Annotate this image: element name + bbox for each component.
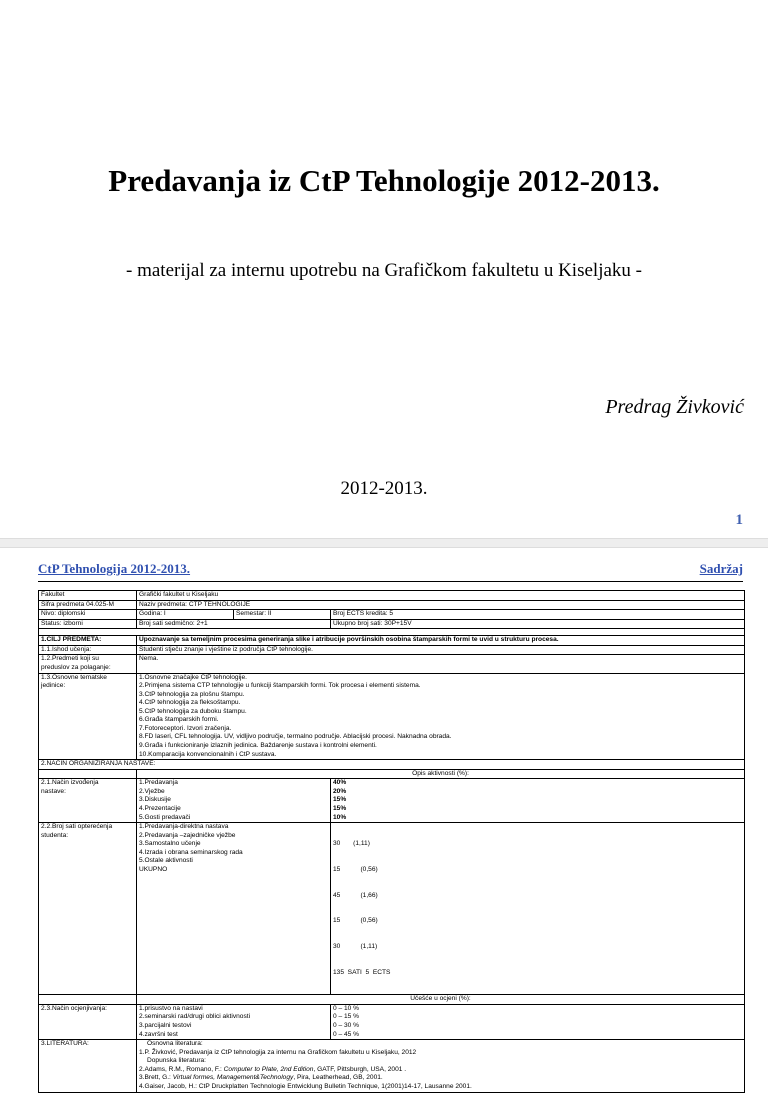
list-item: 4.Gaiser, Jacob, H.: CtP Druckplatten Technologie Entwicklung Bulletin Technique, 1(2001)14-17, Lausanne 2001. [139,1082,472,1090]
course-code: Šifra predmeta 04.025-M [39,600,137,610]
grading-items [137,1004,331,1039]
list-item: 15 (0,56) [333,865,378,873]
list-item: 15% [333,796,347,804]
weekly-hours: Broj sati sedmično: 2+1 [137,619,331,629]
table-row [39,779,745,823]
table-row [39,823,745,995]
course-syllabus-table [38,590,745,1093]
table-row [39,1040,745,1092]
list-item: UKUPNO [139,865,168,873]
table-row [39,1004,745,1039]
literature-list [137,1040,745,1092]
list-item: 40% [333,779,347,787]
total-hours: Ukupno broj sati: 30P+15V [331,619,745,629]
list-item: 5.Gosti predavači [139,813,191,821]
workload-label-line1: 2.2.Broj sati opterećenja [41,823,113,831]
table-row [39,619,745,629]
faculty-label: Fakultet [39,591,137,601]
author-name: Predrag Živković [605,396,744,418]
activity-description-header: Opis aktivnosti (%): [137,769,745,779]
organization-section-label: 2.NAČIN ORGANIZIRANJA NASTAVE: [39,760,745,770]
ects-credits: Broj ECTS kredita: 5 [331,610,745,620]
workload-hours [331,823,745,995]
workload-activities [137,823,331,995]
faculty-value: Grafički fakultet u Kiseljaku [137,591,745,601]
list-item: 5.Ostale aktivnosti [139,857,193,865]
course-status: Status: izborni [39,619,137,629]
header-rule [38,581,743,582]
list-item: 6.Građa štamparskih formi. [139,716,219,724]
list-item: 20% [333,787,347,795]
list-item: 4.završni test [139,1030,178,1038]
table-row [39,591,745,601]
outcome-value: Studenti stječu znanje i vještine iz područja CtP tehnologije. [137,645,745,655]
list-item: 30 (1,11) [333,840,370,848]
list-item: 1.Osnovne značajke CtP tehnologije. [139,673,248,681]
list-item: 30 (1,11) [333,942,378,950]
list-item: 135 SATI 5 ECTS [333,968,391,976]
grading-percentages [331,1004,745,1039]
list-item: 3.Samostalno učenje [139,840,201,848]
grading-label: 2.3.Način ocjenjivanja: [39,1004,137,1039]
list-item: 2.Predavanja –zajedničke vježbe [139,831,236,839]
prerequisites-label [39,655,137,673]
page-number: 1 [735,512,743,528]
table-row [39,673,745,760]
list-item: 3.parcijalni testovi [139,1022,192,1029]
prerequisites-label-line1: 1.2.Predmeti koji su [41,655,99,663]
list-item: 4.Prezentacije [139,804,181,812]
list-item: 1.P. Živković, Predavanja iz CtP tehnologija za internu na Grafičkom fakultetu u Kiseljaku, 2012 [139,1048,417,1056]
delivery-label-line1: 2.1.Način izvođenja [41,779,99,787]
list-item: 0 – 15 % [333,1013,360,1021]
delivery-label [39,779,137,823]
list-item: 4.CtP tehnologija za fleksoštampu. [139,699,241,707]
supplementary-literature-heading: Dopunska literatura: [147,1057,207,1065]
page-title: Predavanja iz CtP Tehnologije 2012-2013. [108,163,660,198]
grade-share-header: Učešće u ocjeni (%): [137,995,745,1005]
goal-label: 1.CILJ PREDMETA: [39,636,137,646]
table-row [39,769,745,779]
page-subtitle: - materijal za internu upotrebu na Grafičkom fakultetu u Kiseljaku - [126,260,642,281]
running-header-link[interactable]: CtP Tehnologija 2012-2013. [38,561,191,576]
goal-value: Upoznavanje sa temeljnim procesima generiranja slike i atribucije površinskih osobina štamparskih formi te uvid u strukturu procesa. [137,636,745,646]
list-item: 1.Predavanja [139,779,178,787]
table-row [39,655,745,673]
course-name: Naziv predmeta: CTP TEHNOLOGIJE [137,600,745,610]
table-row [39,636,745,646]
delivery-activities [137,779,331,823]
table-row [39,610,745,620]
topics-label [39,673,137,760]
table-row [39,995,745,1005]
study-level: Nivo: diplomski [39,610,137,620]
list-item: 45 (1,66) [333,891,378,899]
table-row [39,600,745,610]
topics-label-line1: 1.3.Osnovne tematske [41,673,107,681]
study-year: Godina: I [137,610,234,620]
list-item: 10.Komparacija konvencionalnih i CtP sustava. [139,750,277,758]
list-item: 10% [333,813,347,821]
workload-label [39,823,137,995]
contents-link[interactable]: Sadržaj [699,561,743,576]
semester: Semestar: II [234,610,331,620]
topics-label-line2: jedinice: [41,682,66,690]
list-item: 1.prisustvo na nastavi [139,1004,203,1012]
topics-list [137,673,745,760]
workload-label-line2: studenta: [41,831,69,839]
list-item: 0 – 10 % [333,1004,360,1012]
list-item: 2.Vježbe [139,787,165,795]
delivery-label-line2: nastave: [41,787,66,795]
cover-year: 2012-2013. [340,478,428,499]
list-item: 2.Adams, R.M., Romano, F.: Computer to Plate, 2nd Edition, GATF, Pittsburgh, USA, 2001 . [139,1065,407,1073]
list-item: 3.Diskusije [139,796,171,804]
prerequisites-label-line2: preduslov za polaganje: [41,663,111,671]
table-spacer-row [39,629,745,636]
list-item: 8.FD laseri, CFL tehnologija. UV, vidljivo područje, termalno područje. Ablacijski procesi. Naknadna obrada. [139,733,452,741]
list-item: 2.seminarski rad/drugi oblici aktivnosti [139,1013,251,1021]
list-item: 2.Primjena sistema CTP tehnologije u funkciji štamparskih formi. Tok procesa i elementi sistema. [139,682,421,690]
list-item: 3.CtP tehnologija za plošnu štampu. [139,690,245,698]
list-item: 1.Predavanja-direktna nastava [139,823,229,831]
table-row [39,645,745,655]
prerequisites-value: Nema. [137,655,745,673]
list-item: 7.Fotoreceptori. Izvori zračenja. [139,724,232,732]
page-divider [0,538,768,548]
list-item: 0 – 45 % [333,1030,360,1038]
primary-literature-heading: Osnovna literatura: [147,1040,203,1048]
literature-label: 3.LITERATURA: [39,1040,137,1092]
outcome-label: 1.1.Ishod učenja: [39,645,137,655]
list-item: 15% [333,804,347,812]
list-item: 15 (0,56) [333,917,378,925]
list-item: 5.CtP tehnologija za duboku štampu. [139,707,247,715]
table-row [39,760,745,770]
list-item: 4.Izrada i obrana seminarskog rada [139,848,243,856]
delivery-percentages [331,779,745,823]
list-item: 0 – 30 % [333,1022,360,1029]
list-item: 9.Građa i funkcioniranje izlaznih jedinica. Baždarenje sustava i kontrolni elementi. [139,742,377,749]
list-item: 3.Brett, G.: Virtual formes, Management&Technology, Pira, Leatherhead, GB, 2001. [139,1074,383,1082]
